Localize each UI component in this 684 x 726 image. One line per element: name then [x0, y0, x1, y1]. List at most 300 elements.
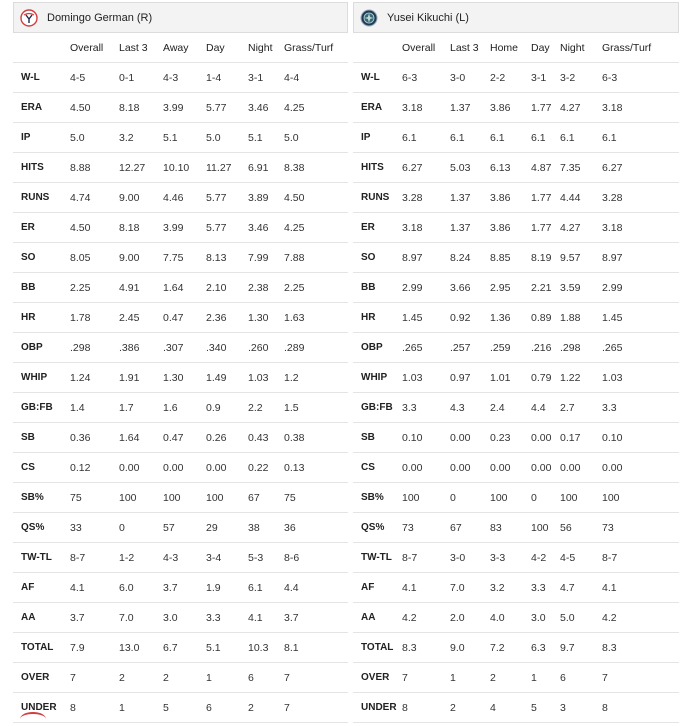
stat-value: 0.00 — [450, 453, 490, 483]
stat-value: 100 — [119, 483, 163, 513]
stat-value: 6-3 — [402, 63, 450, 93]
table-row — [13, 63, 348, 93]
table-row — [13, 393, 348, 423]
stat-value: 2.2 — [248, 393, 284, 423]
stat-value: 0.79 — [531, 363, 560, 393]
stat-value: 75 — [284, 483, 348, 513]
stat-value: 3.86 — [490, 93, 531, 123]
stat-value: 2.7 — [560, 393, 602, 423]
stat-value: 6.1 — [602, 123, 679, 153]
stat-value: 1 — [531, 663, 560, 693]
stat-value: 8 — [402, 693, 450, 723]
table-row — [13, 423, 348, 453]
stat-value: 1.5 — [284, 393, 348, 423]
right-col-header: Home — [490, 33, 531, 63]
stat-value: 8.19 — [531, 243, 560, 273]
stat-value: 3.7 — [284, 603, 348, 633]
stat-label: SO — [353, 243, 402, 273]
table-row — [353, 63, 679, 93]
stat-label: ER — [353, 213, 402, 243]
stat-value: 2.21 — [531, 273, 560, 303]
stat-value: 2 — [490, 663, 531, 693]
stat-label: SB% — [13, 483, 70, 513]
stat-value: 3-0 — [450, 63, 490, 93]
stat-value: 1.64 — [119, 423, 163, 453]
stat-value: 6 — [248, 663, 284, 693]
stat-value: 5.1 — [248, 123, 284, 153]
table-row — [13, 243, 348, 273]
stat-value: 4-5 — [70, 63, 119, 93]
stat-value: 2.25 — [284, 273, 348, 303]
table-row — [353, 573, 679, 603]
stat-value: 12.27 — [119, 153, 163, 183]
stat-label: W-L — [353, 63, 402, 93]
stat-value: 2.10 — [206, 273, 248, 303]
stat-value: 4.4 — [284, 573, 348, 603]
stat-value: 100 — [490, 483, 531, 513]
table-row — [13, 693, 348, 723]
table-row — [13, 603, 348, 633]
stat-value: 73 — [402, 513, 450, 543]
stat-value: 4.0 — [490, 603, 531, 633]
stat-value: 5.1 — [206, 633, 248, 663]
stat-value: 2 — [163, 663, 206, 693]
stat-value: 3.3 — [206, 603, 248, 633]
left-stats-body — [13, 63, 348, 723]
stat-value: 7.9 — [70, 633, 119, 663]
stat-value: 0.43 — [248, 423, 284, 453]
stat-value: 3.28 — [402, 183, 450, 213]
stat-value: 1.22 — [560, 363, 602, 393]
stat-value: 4.25 — [284, 213, 348, 243]
table-row — [353, 123, 679, 153]
stat-value: 0.36 — [70, 423, 119, 453]
stat-value: .289 — [284, 333, 348, 363]
stat-label: OVER — [353, 663, 402, 693]
stat-value: .298 — [560, 333, 602, 363]
stat-value: 1.36 — [490, 303, 531, 333]
left-pitcher-name[interactable]: Domingo German (R) — [47, 11, 153, 24]
stat-value: 1.9 — [206, 573, 248, 603]
stat-value: 33 — [70, 513, 119, 543]
stat-label: WHIP — [353, 363, 402, 393]
stat-label: HR — [353, 303, 402, 333]
table-row — [13, 153, 348, 183]
stat-value: 3-0 — [450, 543, 490, 573]
stat-value: 3.0 — [531, 603, 560, 633]
stat-value: 2-2 — [490, 63, 531, 93]
stat-value: 4.2 — [402, 603, 450, 633]
stat-value: 1.37 — [450, 213, 490, 243]
stat-value: .298 — [70, 333, 119, 363]
stat-value: 3-1 — [531, 63, 560, 93]
stat-value: 5.77 — [206, 93, 248, 123]
stat-value: 4.46 — [163, 183, 206, 213]
left-col-header: Last 3 — [119, 33, 163, 63]
stat-value: 3.99 — [163, 213, 206, 243]
stat-value: 1.45 — [602, 303, 679, 333]
stat-value: 4.4 — [531, 393, 560, 423]
table-row — [353, 153, 679, 183]
stat-label: GB:FB — [353, 393, 402, 423]
yankees-logo-icon — [20, 9, 38, 27]
stat-label: SO — [13, 243, 70, 273]
stat-value: 10.10 — [163, 153, 206, 183]
stat-value: 0.00 — [206, 453, 248, 483]
stat-value: 0.12 — [70, 453, 119, 483]
mariners-logo-icon — [360, 9, 378, 27]
stat-value: 8 — [602, 693, 679, 723]
stat-value: 8.38 — [284, 153, 348, 183]
stat-value: 4.74 — [70, 183, 119, 213]
stat-value: 57 — [163, 513, 206, 543]
table-row — [353, 663, 679, 693]
stat-value: 3.3 — [602, 393, 679, 423]
stat-value: 1-2 — [119, 543, 163, 573]
stat-value: 5.1 — [163, 123, 206, 153]
left-col-header: Day — [206, 33, 248, 63]
table-row — [353, 393, 679, 423]
stat-value: 6-3 — [602, 63, 679, 93]
stat-value: 1.30 — [163, 363, 206, 393]
stat-value: 2.45 — [119, 303, 163, 333]
stat-value: 4.87 — [531, 153, 560, 183]
stat-value: 8.3 — [602, 633, 679, 663]
stat-value: 100 — [602, 483, 679, 513]
stat-label: OBP — [353, 333, 402, 363]
stat-value: 3.18 — [402, 213, 450, 243]
stat-value: 6 — [560, 663, 602, 693]
table-row — [353, 183, 679, 213]
stat-value: 6.1 — [531, 123, 560, 153]
stat-value: 2 — [248, 693, 284, 723]
table-row — [353, 333, 679, 363]
table-row — [353, 603, 679, 633]
stat-value: 4-3 — [163, 63, 206, 93]
stat-value: .216 — [531, 333, 560, 363]
stat-label: W-L — [13, 63, 70, 93]
stat-value: 0.89 — [531, 303, 560, 333]
stat-value: 7.0 — [450, 573, 490, 603]
stat-label: UNDER — [353, 693, 402, 723]
stat-value: 0.00 — [560, 453, 602, 483]
stat-value: 6.13 — [490, 153, 531, 183]
table-row — [353, 423, 679, 453]
stat-value: 1.91 — [119, 363, 163, 393]
stat-value: 1.24 — [70, 363, 119, 393]
stat-value: 0.00 — [163, 453, 206, 483]
stat-value: 8-7 — [402, 543, 450, 573]
stat-value: 0.10 — [602, 423, 679, 453]
stat-value: 1.03 — [248, 363, 284, 393]
left-col-header: Away — [163, 33, 206, 63]
table-row — [353, 363, 679, 393]
stat-value: 2.95 — [490, 273, 531, 303]
table-row — [13, 483, 348, 513]
table-row — [353, 513, 679, 543]
stat-value: 1.01 — [490, 363, 531, 393]
stat-value: 3.18 — [402, 93, 450, 123]
left-col-header: Grass/Turf — [284, 33, 348, 63]
stat-value: 3.99 — [163, 93, 206, 123]
stat-value: 5.03 — [450, 153, 490, 183]
stat-value: 6.1 — [248, 573, 284, 603]
stat-value: 9.7 — [560, 633, 602, 663]
stat-label: BB — [353, 273, 402, 303]
stat-value: 4-3 — [163, 543, 206, 573]
stat-value: 7 — [70, 663, 119, 693]
stat-value: 3.2 — [490, 573, 531, 603]
stat-value: 8-7 — [70, 543, 119, 573]
stat-label: CS — [353, 453, 402, 483]
stat-value: 6.1 — [402, 123, 450, 153]
stat-value: 0.92 — [450, 303, 490, 333]
stat-value: 1 — [450, 663, 490, 693]
stat-value: .257 — [450, 333, 490, 363]
stat-value: 56 — [560, 513, 602, 543]
stat-value: 67 — [248, 483, 284, 513]
table-row — [353, 273, 679, 303]
stat-value: 1.49 — [206, 363, 248, 393]
left-col-header: Night — [248, 33, 284, 63]
stat-value: 1 — [119, 693, 163, 723]
stat-label: TW-TL — [353, 543, 402, 573]
stat-label: ERA — [13, 93, 70, 123]
stat-value: 5.0 — [560, 603, 602, 633]
stat-value: 5.77 — [206, 213, 248, 243]
table-row — [13, 273, 348, 303]
table-row — [13, 663, 348, 693]
table-row — [13, 573, 348, 603]
stat-value: 8.18 — [119, 93, 163, 123]
stat-value: 7 — [602, 663, 679, 693]
right-col-header: Day — [531, 33, 560, 63]
stat-value: 7.75 — [163, 243, 206, 273]
stat-value: 10.3 — [248, 633, 284, 663]
stat-value: 6.1 — [490, 123, 531, 153]
stat-value: 6 — [206, 693, 248, 723]
stat-label: OVER — [13, 663, 70, 693]
stat-value: 2.4 — [490, 393, 531, 423]
stat-value: 4.50 — [70, 213, 119, 243]
stat-label: IP — [13, 123, 70, 153]
stat-value: 3.66 — [450, 273, 490, 303]
stat-value: 8.85 — [490, 243, 531, 273]
table-row — [353, 483, 679, 513]
stat-value: 0 — [450, 483, 490, 513]
stat-value: 7 — [402, 663, 450, 693]
table-row — [353, 303, 679, 333]
stat-value: 4-2 — [531, 543, 560, 573]
stat-value: 1.7 — [119, 393, 163, 423]
right-stats-body — [353, 63, 679, 723]
stat-value: 3.18 — [602, 213, 679, 243]
stat-label: SB — [353, 423, 402, 453]
stat-value: 6.91 — [248, 153, 284, 183]
right-col-header: Last 3 — [450, 33, 490, 63]
stat-label: TOTAL — [13, 633, 70, 663]
stat-value: 1.6 — [163, 393, 206, 423]
stat-value: 4.50 — [284, 183, 348, 213]
stat-value: 0.00 — [119, 453, 163, 483]
stat-value: 73 — [602, 513, 679, 543]
stat-value: 5.0 — [206, 123, 248, 153]
stat-value: 2.99 — [602, 273, 679, 303]
stat-value: 4.7 — [560, 573, 602, 603]
stat-value: 1.63 — [284, 303, 348, 333]
stat-label: CS — [13, 453, 70, 483]
left-col-header: Overall — [70, 33, 119, 63]
stat-value: 6.7 — [163, 633, 206, 663]
stat-label: TW-TL — [13, 543, 70, 573]
stat-value: 11.27 — [206, 153, 248, 183]
stat-value: 8.97 — [402, 243, 450, 273]
stat-value: 2.0 — [450, 603, 490, 633]
stat-value: 4.2 — [602, 603, 679, 633]
right-col-header: Grass/Turf — [602, 33, 679, 63]
stat-value: 6.3 — [531, 633, 560, 663]
stat-value: 7.88 — [284, 243, 348, 273]
table-row — [353, 633, 679, 663]
stat-value: 75 — [70, 483, 119, 513]
stat-value: 0.00 — [450, 423, 490, 453]
stat-label: AF — [353, 573, 402, 603]
stat-value: 1.37 — [450, 183, 490, 213]
stat-value: 6.1 — [450, 123, 490, 153]
stat-value: 4.1 — [70, 573, 119, 603]
stat-value: 1.03 — [402, 363, 450, 393]
stat-label: OBP — [13, 333, 70, 363]
stat-value: 4.3 — [450, 393, 490, 423]
stat-label: HITS — [353, 153, 402, 183]
stat-value: 0.00 — [402, 453, 450, 483]
stat-value: 4-4 — [284, 63, 348, 93]
table-row — [353, 693, 679, 723]
stat-value: 1.77 — [531, 93, 560, 123]
stat-value: 83 — [490, 513, 531, 543]
next-team-logo-icon — [20, 712, 46, 726]
stat-value: 38 — [248, 513, 284, 543]
stat-value: 3-3 — [490, 543, 531, 573]
stat-value: 0.26 — [206, 423, 248, 453]
stat-value: 3 — [560, 693, 602, 723]
stat-value: 3.3 — [531, 573, 560, 603]
stat-value: 1.30 — [248, 303, 284, 333]
stat-value: 2.25 — [70, 273, 119, 303]
stat-label: QS% — [13, 513, 70, 543]
stat-label: AF — [13, 573, 70, 603]
right-stat-col-header — [353, 33, 402, 63]
right-col-header: Night — [560, 33, 602, 63]
stat-value: 8.24 — [450, 243, 490, 273]
stat-value: 100 — [402, 483, 450, 513]
stat-value: 3.28 — [602, 183, 679, 213]
stat-value: 13.0 — [119, 633, 163, 663]
right-pitcher-panel — [353, 2, 679, 714]
stat-value: 1.77 — [531, 213, 560, 243]
stat-value: 0-1 — [119, 63, 163, 93]
stat-value: 5.0 — [284, 123, 348, 153]
stat-value: 0.38 — [284, 423, 348, 453]
stat-value: 6.27 — [402, 153, 450, 183]
stat-value: .307 — [163, 333, 206, 363]
stat-value: 4 — [490, 693, 531, 723]
stat-value: 8.3 — [402, 633, 450, 663]
stat-value: 3.59 — [560, 273, 602, 303]
stat-value: 1.78 — [70, 303, 119, 333]
stat-value: 0.17 — [560, 423, 602, 453]
stat-value: 0.9 — [206, 393, 248, 423]
stat-value: 3-4 — [206, 543, 248, 573]
stat-value: 100 — [163, 483, 206, 513]
stat-label: IP — [353, 123, 402, 153]
stat-value: 100 — [206, 483, 248, 513]
stat-value: 1.77 — [531, 183, 560, 213]
stat-value: 0.23 — [490, 423, 531, 453]
table-row — [13, 303, 348, 333]
stat-value: 100 — [531, 513, 560, 543]
table-row — [13, 543, 348, 573]
stat-value: 4.44 — [560, 183, 602, 213]
stat-value: 0.00 — [602, 453, 679, 483]
stat-value: 3.18 — [602, 93, 679, 123]
table-row — [353, 243, 679, 273]
right-header-row — [353, 33, 679, 63]
left-stat-col-header — [13, 33, 70, 63]
table-row — [13, 453, 348, 483]
stat-label: RUNS — [13, 183, 70, 213]
stat-value: 3.89 — [248, 183, 284, 213]
stat-value: 3.3 — [402, 393, 450, 423]
stat-value: 4.25 — [284, 93, 348, 123]
stat-label: BB — [13, 273, 70, 303]
stat-value: 4.1 — [602, 573, 679, 603]
left-header-row — [13, 33, 348, 63]
stat-value: 1.88 — [560, 303, 602, 333]
table-row — [13, 513, 348, 543]
stat-label: ERA — [353, 93, 402, 123]
stat-label: AA — [13, 603, 70, 633]
stat-value: 4.27 — [560, 213, 602, 243]
stat-value: 3-1 — [248, 63, 284, 93]
right-col-header: Overall — [402, 33, 450, 63]
stat-value: 3.7 — [70, 603, 119, 633]
stat-value: 7.35 — [560, 153, 602, 183]
stat-value: 7 — [284, 663, 348, 693]
stat-value: 0.47 — [163, 303, 206, 333]
right-stats-table — [353, 33, 679, 723]
stat-value: 0.00 — [531, 453, 560, 483]
stat-value: 67 — [450, 513, 490, 543]
stat-value: 36 — [284, 513, 348, 543]
stat-value: 9.0 — [450, 633, 490, 663]
stat-value: 0.00 — [490, 453, 531, 483]
stat-label: SB% — [353, 483, 402, 513]
table-row — [13, 633, 348, 663]
stat-value: 8.13 — [206, 243, 248, 273]
table-row — [353, 453, 679, 483]
stat-value: 0.47 — [163, 423, 206, 453]
stat-value: 9.57 — [560, 243, 602, 273]
right-pitcher-name[interactable]: Yusei Kikuchi (L) — [387, 11, 469, 24]
stat-value: 4.91 — [119, 273, 163, 303]
stat-label: HITS — [13, 153, 70, 183]
left-stats-table — [13, 33, 348, 723]
stat-value: 3.46 — [248, 93, 284, 123]
stat-value: 2.36 — [206, 303, 248, 333]
stat-value: 8-6 — [284, 543, 348, 573]
stat-value: 3.2 — [119, 123, 163, 153]
